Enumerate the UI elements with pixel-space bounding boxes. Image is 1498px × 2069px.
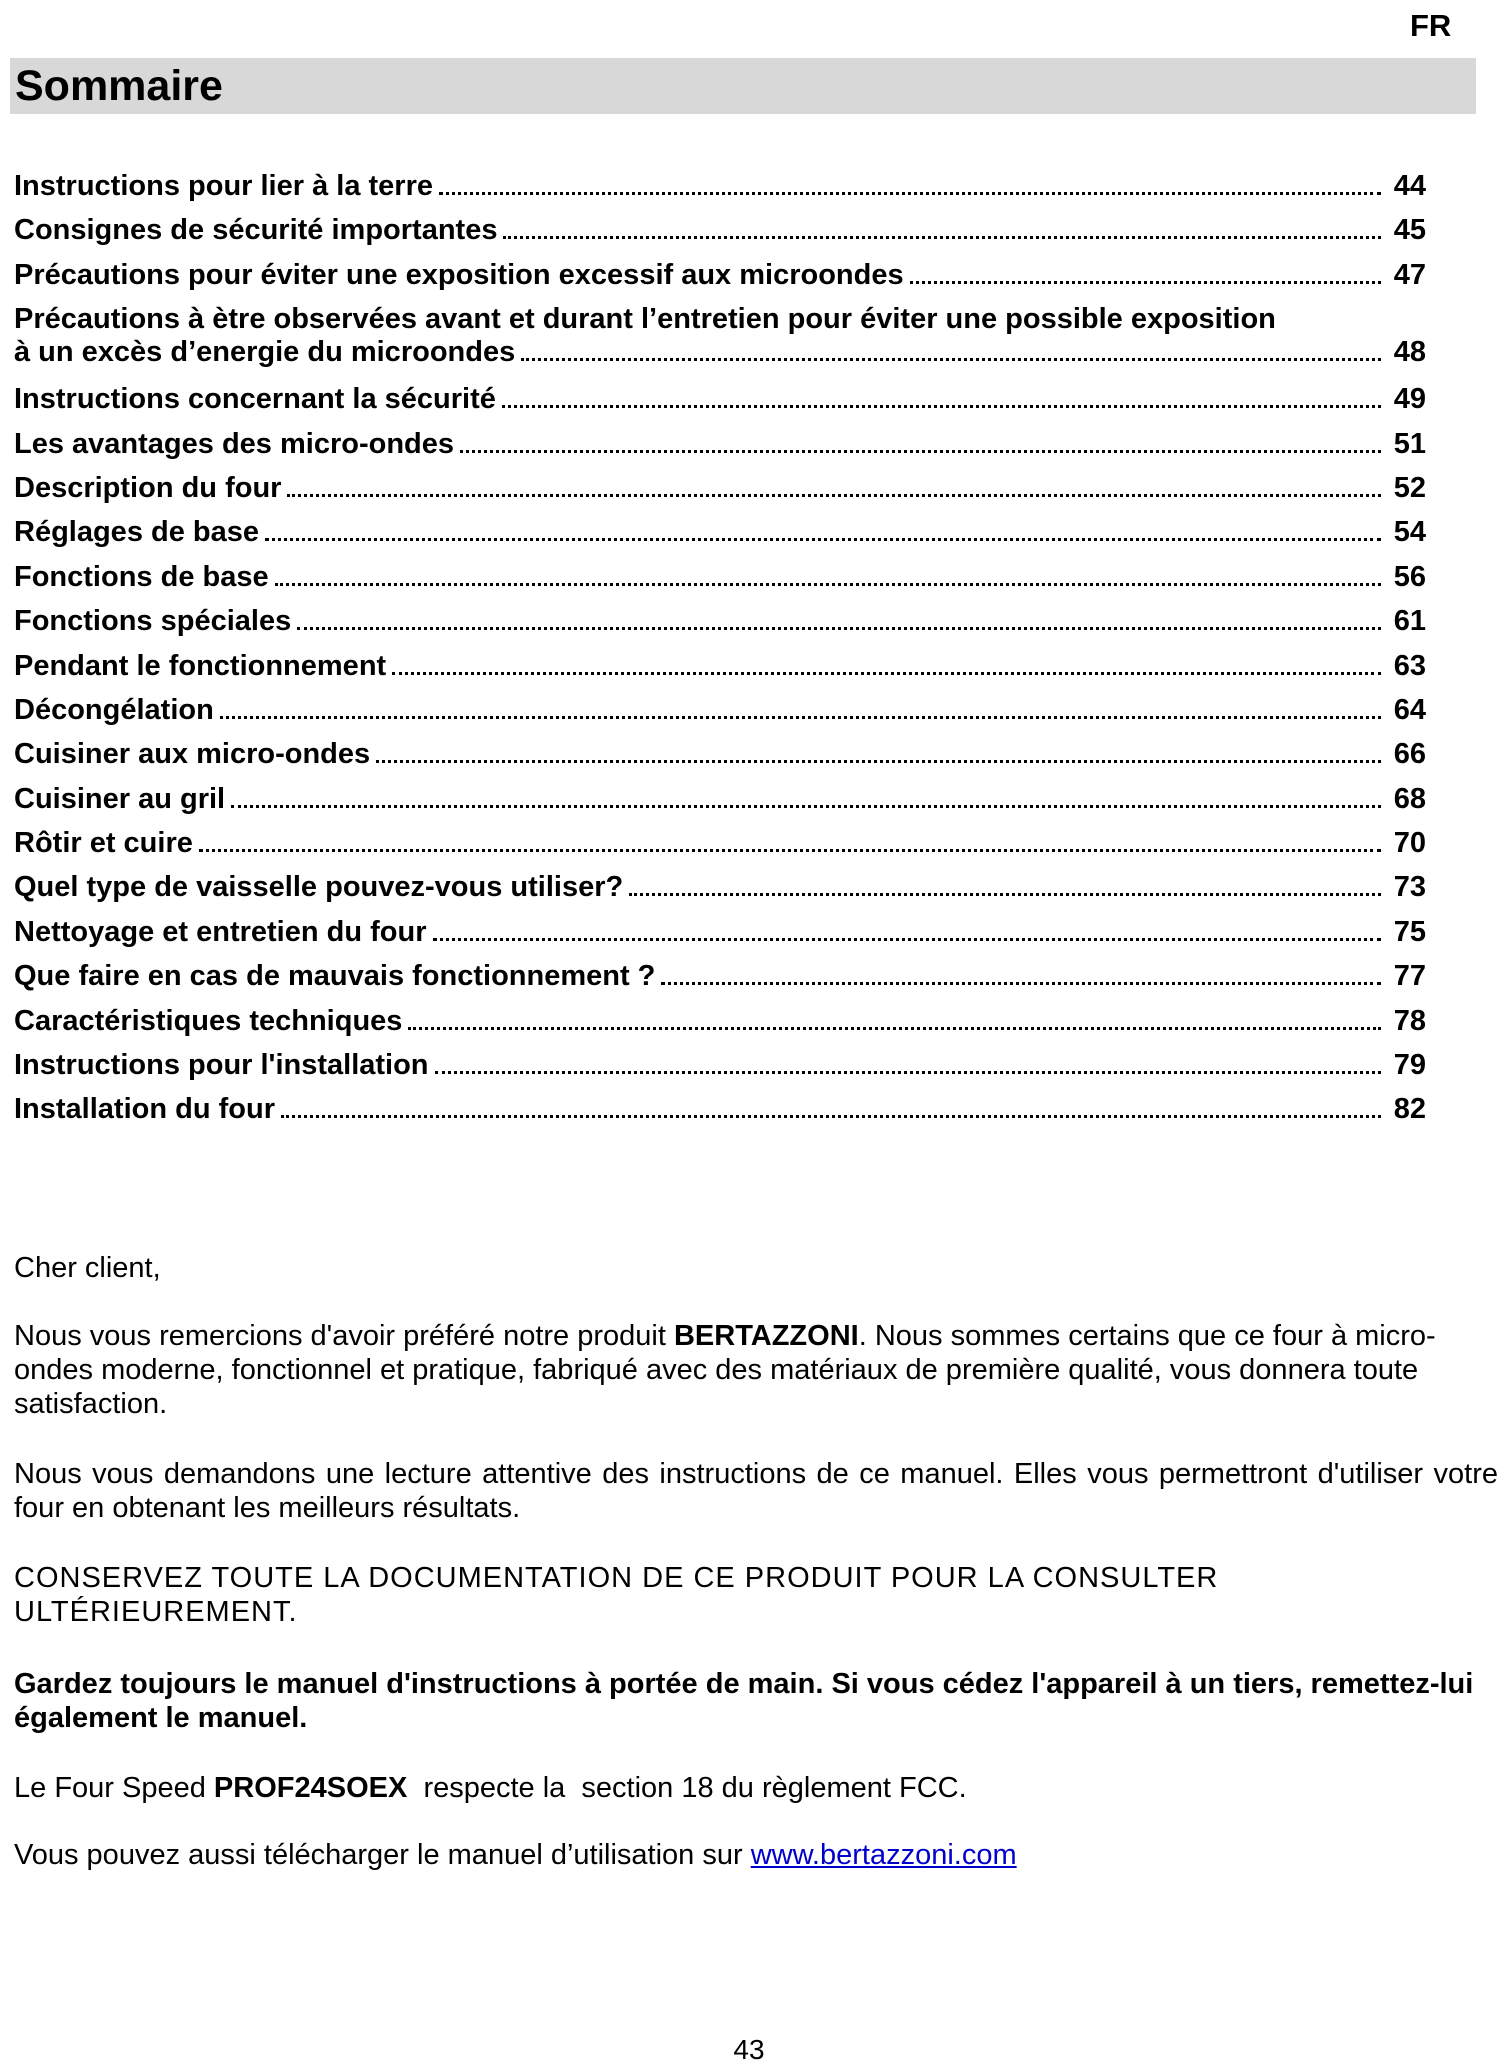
toc-entry-label: Description du four <box>14 471 282 504</box>
toc-entry-page: 75 <box>1393 915 1426 948</box>
toc-entry-label: Caractéristiques techniques <box>14 1004 403 1037</box>
toc-leader <box>433 938 1382 941</box>
toc-entry-page: 68 <box>1393 782 1426 815</box>
thanks-text-post: . Nous sommes certains que ce four à micro-ondes moderne, fonctionnel et pratique, fabriqué avec des matériaux de première qualité, vous donnera toute satisfaction. <box>14 1320 1436 1420</box>
title-bar <box>10 58 1476 114</box>
toc-entry-page: 79 <box>1393 1049 1426 1082</box>
toc-entry <box>14 383 1426 427</box>
toc-leader <box>460 450 1381 453</box>
toc-entry-label: Installation du four <box>14 1093 275 1126</box>
toc-entry <box>14 561 1426 605</box>
language-tag: FR <box>1410 8 1452 43</box>
toc-entry <box>14 516 1426 560</box>
toc-entry-page: 63 <box>1393 649 1426 682</box>
toc-entry <box>14 783 1426 827</box>
toc-entry <box>14 303 1426 383</box>
keep-docs-paragraph: CONSERVEZ TOUTE LA DOCUMENTATION DE CE PRODUIT POUR LA CONSULTER ULTÉRIEUREMENT. <box>14 1562 1219 1628</box>
toc-entry-label: Les avantages des micro-ondes <box>14 427 454 460</box>
toc-entry-page: 82 <box>1393 1093 1426 1126</box>
toc-entry-label: Cuisiner aux micro-ondes <box>14 738 371 771</box>
toc-entry <box>14 738 1426 782</box>
toc-entry-label: Rôtir et cuire <box>14 827 193 860</box>
toc-entry-label: Nettoyage et entretien du four <box>14 915 427 948</box>
keep-manual-paragraph: Gardez toujours le manuel d'instructions à portée de main. Si vous cédez l'appareil à un tiers, remettez-lui également le manuel. <box>14 1668 1474 1734</box>
toc-leader <box>275 583 1381 586</box>
toc-entry-page: 54 <box>1393 516 1426 549</box>
toc-leader <box>661 982 1381 985</box>
toc-entry-page: 78 <box>1393 1004 1426 1037</box>
fcc-text-pre: Le Four Speed <box>14 1772 214 1804</box>
model-name: PROF24SOEX <box>213 1772 408 1804</box>
toc-leader <box>439 192 1381 195</box>
toc-entry-label: Que faire en cas de mauvais fonctionnement ? <box>14 960 656 993</box>
toc-entry <box>14 472 1426 516</box>
toc-entry-page: 45 <box>1393 214 1426 247</box>
download-text: Vous pouvez aussi télécharger le manuel d’utilisation sur <box>14 1839 751 1871</box>
table-of-contents <box>14 170 1426 1138</box>
toc-leader <box>265 538 1381 541</box>
toc-entry-label: Pendant le fonctionnement <box>14 649 387 682</box>
toc-leader <box>297 627 1381 630</box>
toc-leader <box>287 494 1381 497</box>
toc-entry-page: 47 <box>1393 258 1426 291</box>
toc-entry-label-line1: Précautions à ètre observées avant et durant l’entretien pour éviter une possible exposition <box>14 303 1276 336</box>
toc-leader <box>629 893 1381 896</box>
toc-entry <box>14 259 1426 303</box>
toc-entry-label: Précautions pour éviter une exposition excessif aux microondes <box>14 258 904 291</box>
download-paragraph <box>14 1838 1498 1872</box>
toc-entry-page: 77 <box>1393 960 1426 993</box>
toc-entry <box>14 1093 1426 1137</box>
toc-leader <box>392 672 1381 675</box>
toc-entry-label: Fonctions spéciales <box>14 605 292 638</box>
fcc-paragraph <box>14 1771 1498 1805</box>
thanks-text-pre: Nous vous remercions d'avoir préféré notre produit <box>14 1320 674 1352</box>
toc-entry-page: 49 <box>1393 383 1426 416</box>
toc-leader <box>281 1115 1381 1118</box>
fcc-text-post: respecte la section 18 du règlement FCC. <box>407 1772 967 1804</box>
toc-leader <box>435 1071 1381 1074</box>
website-link[interactable]: www.bertazzoni.com <box>750 1839 1017 1871</box>
toc-entry <box>14 428 1426 472</box>
page-number: 43 <box>733 2034 765 2065</box>
toc-entry <box>14 960 1426 1004</box>
toc-leader <box>521 358 1381 361</box>
toc-leader <box>503 236 1381 239</box>
toc-entry-label: Instructions concernant la sécurité <box>14 383 496 416</box>
toc-leader <box>502 405 1381 408</box>
toc-entry-label: Instructions pour lier à la terre <box>14 170 433 202</box>
toc-leader <box>199 849 1381 852</box>
toc-entry-page: 70 <box>1393 827 1426 860</box>
toc-entry-page: 64 <box>1393 693 1426 726</box>
toc-entry-page: 56 <box>1393 560 1426 593</box>
toc-leader <box>231 805 1381 808</box>
toc-entry <box>14 1049 1426 1093</box>
greeting: Cher client, <box>14 1252 161 1284</box>
toc-entry-page: 51 <box>1393 427 1426 460</box>
toc-entry <box>14 916 1426 960</box>
toc-entry <box>14 650 1426 694</box>
toc-entry-label: Décongélation <box>14 693 214 726</box>
toc-entry-label: Instructions pour l'installation <box>14 1049 429 1082</box>
toc-entry-page: 66 <box>1393 738 1426 771</box>
toc-entry-page: 52 <box>1393 471 1426 504</box>
toc-entry <box>14 827 1426 871</box>
toc-leader <box>910 281 1381 284</box>
toc-entry-page: 61 <box>1393 605 1426 638</box>
toc-leader <box>408 1027 1381 1030</box>
toc-entry <box>14 694 1426 738</box>
brand-name: BERTAZZONI <box>673 1320 859 1352</box>
toc-leader <box>220 716 1381 719</box>
toc-entry-label: Fonctions de base <box>14 560 269 593</box>
toc-entry-page: 73 <box>1393 871 1426 904</box>
toc-entry-label: Quel type de vaisselle pouvez-vous utiliser? <box>14 871 624 904</box>
toc-entry-page: 48 <box>1393 336 1426 369</box>
thanks-paragraph <box>14 1319 1498 1421</box>
page-title: Sommaire <box>15 61 223 110</box>
toc-entry-label: à un excès d’energie du microondes <box>14 336 516 369</box>
toc-entry-label: Réglages de base <box>14 516 259 549</box>
toc-entry-label: Cuisiner au gril <box>14 782 226 815</box>
toc-entry <box>14 1005 1426 1049</box>
toc-entry-page: 44 <box>1393 170 1426 202</box>
toc-entry <box>14 170 1426 214</box>
toc-leader <box>376 760 1381 763</box>
toc-entry <box>14 605 1426 649</box>
toc-entry <box>14 214 1426 258</box>
read-request-paragraph: Nous vous demandons une lecture attentive des instructions de ce manuel. Elles vous permettront d'utiliser votre four en obtenant les meilleurs résultats. <box>14 1458 1498 1524</box>
toc-entry-label: Consignes de sécurité importantes <box>14 214 498 247</box>
toc-entry <box>14 871 1426 915</box>
